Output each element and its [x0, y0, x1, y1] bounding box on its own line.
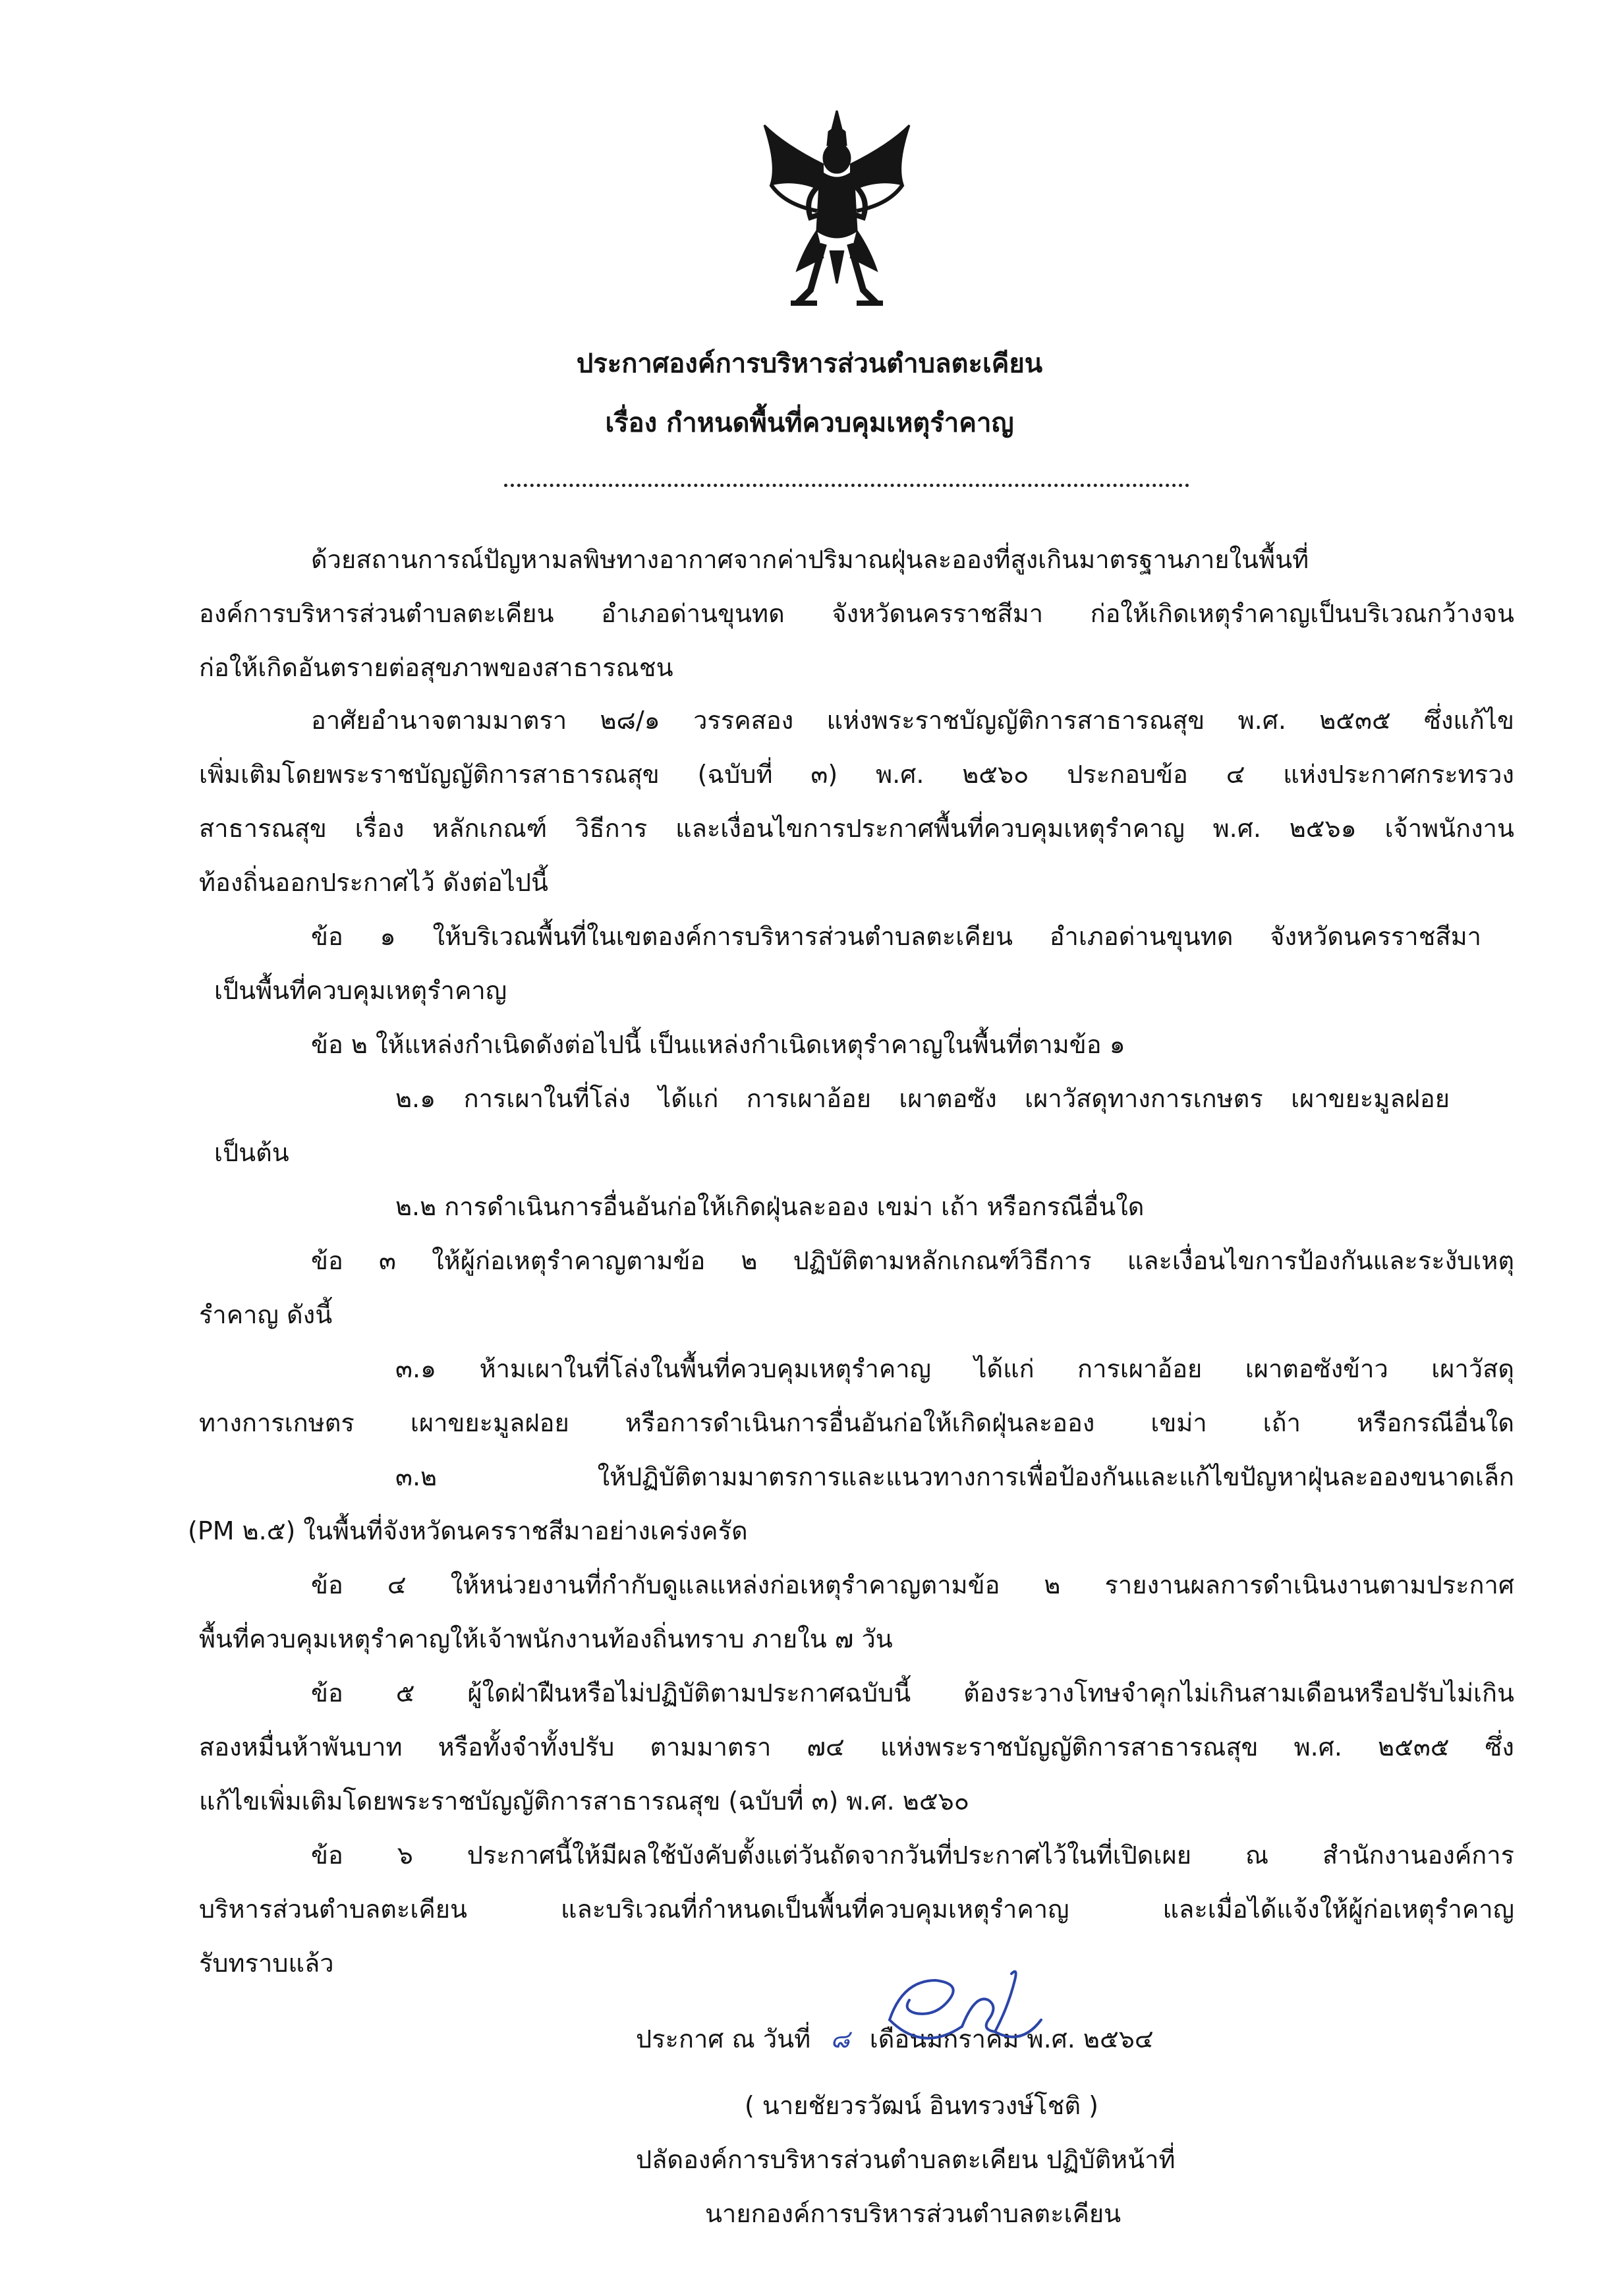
body-line-1: ด้วยสถานการณ์ปัญหามลพิษทางอากาศจากค่าปริมาณฝุ่นละอองที่สูงเกินมาตรฐานภายในพื้นที่ — [311, 545, 1309, 574]
clause-2-1-cont: เป็นต้น — [214, 1138, 289, 1167]
body-line-4: อาศัยอำนาจตามมาตรา ๒๘/๑ วรรคสอง แห่งพระราชบัญญัติการสาธารณสุข พ.ศ. ๒๕๓๕ ซึ่งแก้ไข — [311, 706, 1514, 735]
body-line-5: เพิ่มเติมโดยพระราชบัญญัติการสาธารณสุข (ฉบับที่ ๓) พ.ศ. ๒๕๖๐ ประกอบข้อ ๔ แห่งประกาศกระทรวง — [199, 760, 1514, 789]
body-line-2: องค์การบริหารส่วนตำบลตะเคียน อำเภอด่านขุนทด จังหวัดนครราชสีมา ก่อให้เกิดเหตุรำคาญเป็นบริเวณกว้างจน — [199, 599, 1514, 628]
clause-3-cont: รำคาญ ดังนี้ — [199, 1300, 333, 1329]
signer-name: ( นายชัยวรวัฒน์ อินทรวงษ์โชติ ) — [745, 2091, 1098, 2120]
signer-position: ปลัดองค์การบริหารส่วนตำบลตะเคียน ปฏิบัติหน้าที่ — [636, 2145, 1176, 2174]
clause-4-cont: พื้นที่ควบคุมเหตุรำคาญให้เจ้าพนักงานท้องถิ่นทราบ ภายใน ๗ วัน — [199, 1624, 893, 1653]
clause-2: ข้อ ๒ ให้แหล่งกำเนิดดังต่อไปนี้ เป็นแหล่งกำเนิดเหตุรำคาญในพื้นที่ตามข้อ ๑ — [311, 1030, 1125, 1059]
clause-6-cont-2: รับทราบแล้ว — [199, 1949, 334, 1978]
clause-3: ข้อ ๓ ให้ผู้ก่อเหตุรำคาญตามข้อ ๒ ปฏิบัติตามหลักเกณฑ์วิธีการ และเงื่อนไขการป้องกันและระงับเหตุ — [311, 1246, 1514, 1275]
title-separator — [504, 484, 1189, 487]
document-title: ประกาศองค์การบริหารส่วนตำบลตะเคียน — [576, 349, 1043, 379]
clause-5-cont-1: สองหมื่นห้าพันบาท หรือทั้งจำทั้งปรับ ตามมาตรา ๗๔ แห่งพระราชบัญญัติการสาธารณสุข พ.ศ. ๒๕๓๕ ซึ่ง — [199, 1733, 1514, 1762]
clause-2-1: ๒.๑ การเผาในที่โล่ง ได้แก่ การเผาอ้อย เผาตอซัง เผาวัสดุทางการเกษตร เผาขยะมูลฝอย — [395, 1084, 1450, 1113]
clause-4: ข้อ ๔ ให้หน่วยงานที่กำกับดูแลแหล่งก่อเหตุรำคาญตามข้อ ๒ รายงานผลการดำเนินงานตามประกาศ — [311, 1570, 1514, 1599]
clause-3-1: ๓.๑ ห้ามเผาในที่โล่งในพื้นที่ควบคุมเหตุรำคาญ ได้แก่ การเผาอ้อย เผาตอซังข้าว เผาวัสดุ — [395, 1354, 1514, 1383]
document-subject: เรื่อง กำหนดพื้นที่ควบคุมเหตุรำคาญ — [605, 408, 1014, 438]
body-line-3: ก่อให้เกิดอันตรายต่อสุขภาพของสาธารณชน — [199, 653, 673, 682]
clause-5-cont-2: แก้ไขเพิ่มเติมโดยพระราชบัญญัติการสาธารณสุข (ฉบับที่ ๓) พ.ศ. ๒๕๖๐ — [199, 1787, 969, 1816]
clause-6: ข้อ ๖ ประกาศนี้ให้มีผลใช้บังคับตั้งแต่วันถัดจากวันที่ประกาศไว้ในที่เปิดเผย ณ สำนักงานองค์การ — [311, 1841, 1514, 1870]
signature — [863, 1954, 1061, 2059]
clause-3-2: ๓.๒ ให้ปฏิบัติตามมาตรการและแนวทางการเพื่อป้องกันและแก้ไขปัญหาฝุ่นละอองขนาดเล็ก — [395, 1462, 1514, 1491]
clause-3-2-cont: (PM ๒.๕) ในพื้นที่จังหวัดนครราชสีมาอย่างเคร่งครัด — [188, 1516, 748, 1545]
clause-5: ข้อ ๕ ผู้ใดฝ่าฝืนหรือไม่ปฏิบัติตามประกาศฉบับนี้ ต้องระวางโทษจำคุกไม่เกินสามเดือนหรือปรับไม่เกิน — [311, 1679, 1514, 1708]
announcement-date-suffix: เดือนมกราคม พ.ศ. ๒๕๖๔ — [869, 2024, 1154, 2053]
body-line-7: ท้องถิ่นออกประกาศไว้ ดังต่อไปนี้ — [199, 868, 548, 897]
garuda-emblem — [758, 105, 916, 316]
signer-position-2: นายกองค์การบริหารส่วนตำบลตะเคียน — [705, 2199, 1122, 2228]
announcement-date-prefix: ประกาศ ณ วันที่ — [636, 2024, 811, 2053]
clause-1: ข้อ ๑ ให้บริเวณพื้นที่ในเขตองค์การบริหารส่วนตำบลตะเคียน อำเภอด่านขุนทด จังหวัดนครราชสีมา — [311, 922, 1481, 951]
body-line-6: สาธารณสุข เรื่อง หลักเกณฑ์ วิธีการ และเงื่อนไขการประกาศพื้นที่ควบคุมเหตุรำคาญ พ.ศ. ๒๕๖๑ เจ้าพนักงาน — [199, 814, 1514, 843]
clause-6-cont-1: บริหารส่วนตำบลตะเคียน และบริเวณที่กำหนดเป็นพื้นที่ควบคุมเหตุรำคาญ และเมื่อได้แจ้งให้ผู้ก่อเหตุรำคาญ — [199, 1895, 1514, 1924]
announcement-day: ๘ — [830, 2024, 850, 2053]
clause-2-2: ๒.๒ การดำเนินการอื่นอันก่อให้เกิดฝุ่นละออง เขม่า เถ้า หรือกรณีอื่นใด — [395, 1192, 1145, 1221]
clause-1-cont: เป็นพื้นที่ควบคุมเหตุรำคาญ — [214, 976, 507, 1005]
clause-3-1-cont: ทางการเกษตร เผาขยะมูลฝอย หรือการดำเนินการอื่นอันก่อให้เกิดฝุ่นละออง เขม่า เถ้า หรือกรณีอื่นใด — [199, 1408, 1514, 1437]
